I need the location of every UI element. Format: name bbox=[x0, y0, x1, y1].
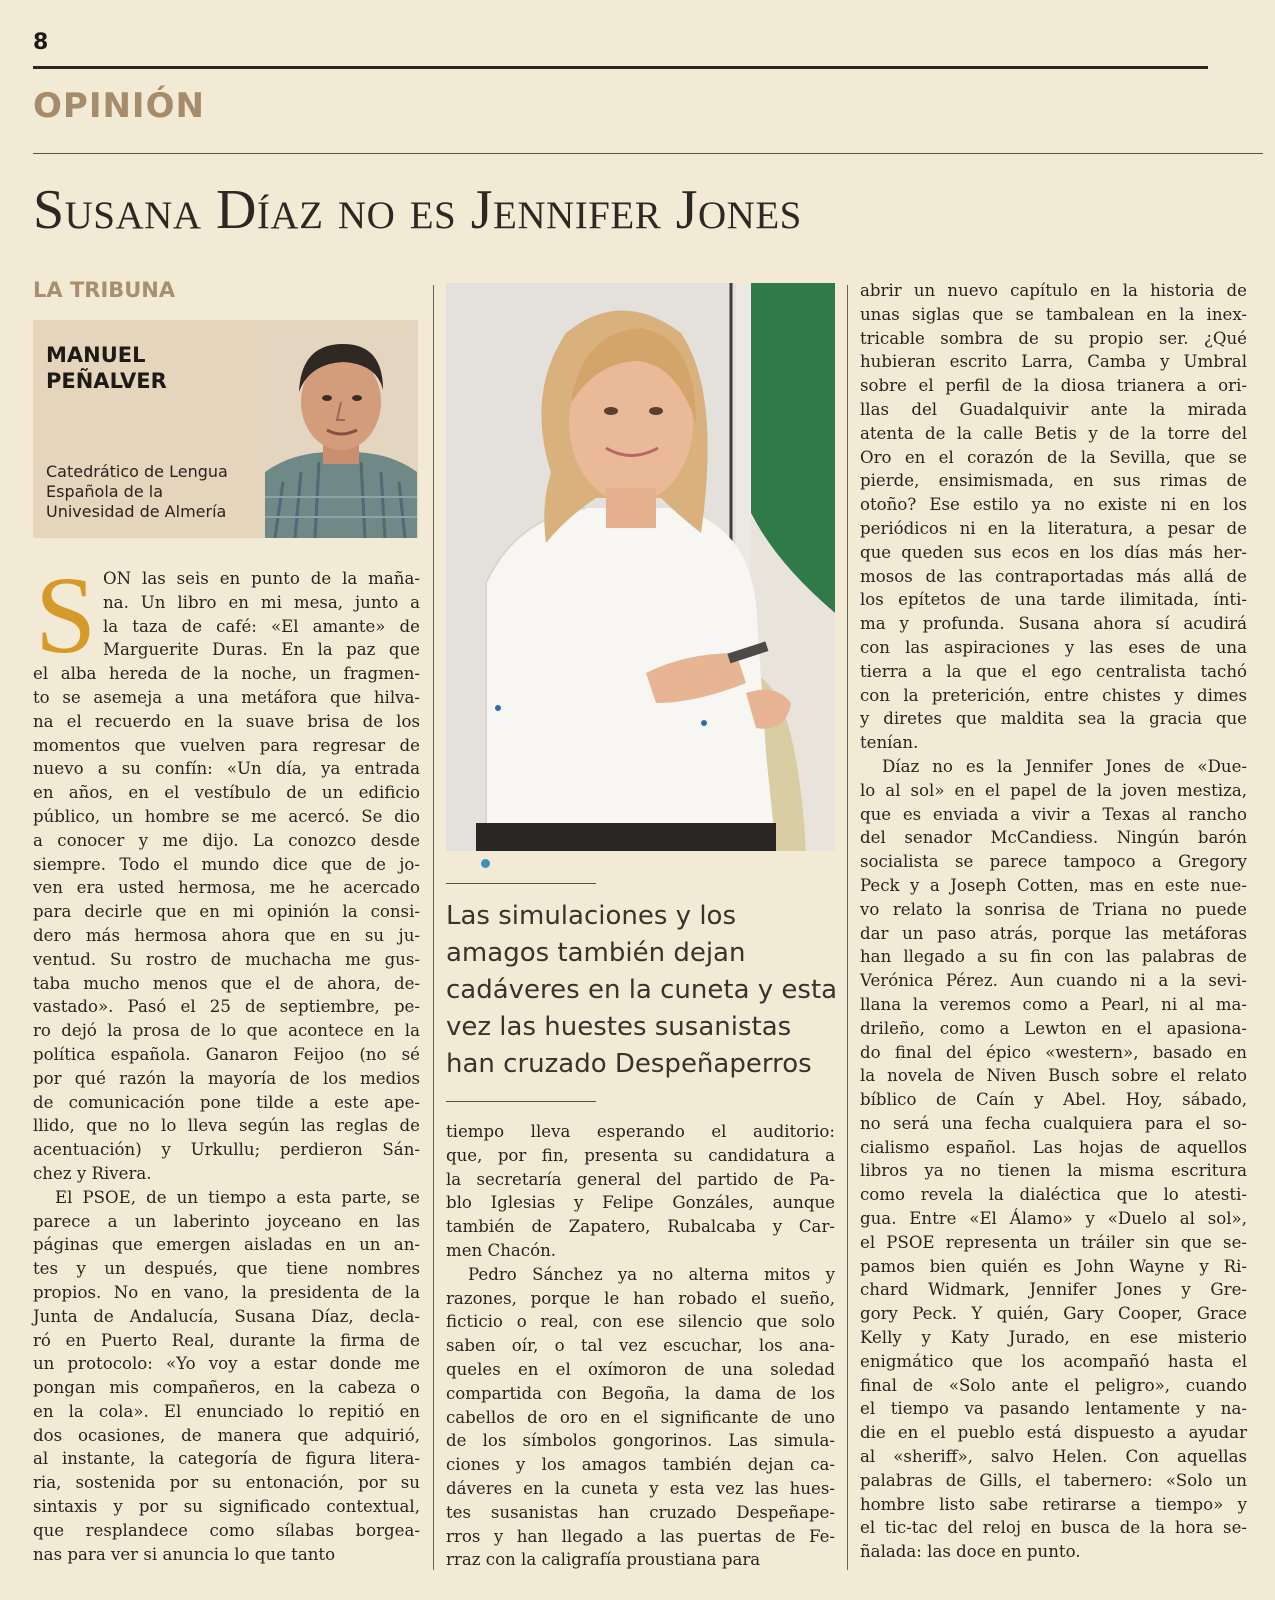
article-line: el tic-tac del reloj en busca de la hora se- bbox=[860, 1518, 1247, 1538]
article-line: Díaz no es la Jennifer Jones de «Due- bbox=[882, 756, 1247, 776]
article-line: dar un paso atrás, porque las metáforas bbox=[860, 923, 1247, 943]
article-line: abrir un nuevo capítulo en la historia de bbox=[860, 281, 1247, 300]
article-line: periódicos ni en la literatura, a pesar de bbox=[860, 518, 1247, 538]
article-line: bíblico de Caín y Abel. Hoy, sábado, bbox=[860, 1090, 1247, 1110]
article-line: drileño, como a Lewton en el apasiona- bbox=[860, 1018, 1247, 1038]
article-line: final de «Solo ante el peligro», cuando bbox=[860, 1375, 1247, 1395]
article-line: el PSOE representa un tráiler sin que se- bbox=[860, 1232, 1247, 1252]
article-line: gua. Entre «El Álamo» y «Duelo al sol», bbox=[860, 1209, 1247, 1229]
article-line: dero más hermosa ahora que en su ju- bbox=[33, 925, 420, 945]
article-line: acentuación) y Urkullu; perdieron Sán- bbox=[33, 1140, 420, 1160]
pullquote-rule bbox=[446, 1101, 596, 1102]
article-line: chez y Rivera. bbox=[33, 1163, 152, 1183]
article-line: compartida con Begoña, la dama de los bbox=[446, 1383, 835, 1403]
article-line: queles en el oxímoron de una soledad bbox=[446, 1359, 835, 1379]
article-line: con las aspiraciones y las eses de una bbox=[860, 637, 1247, 657]
article-line: llas del Guadalquivir ante la mirada bbox=[860, 399, 1247, 419]
article-line: sintaxis y por su significado contextual, bbox=[33, 1497, 420, 1517]
article-line: ven era usted hermosa, me he acercado bbox=[33, 878, 420, 898]
article-line: y diretes que maldita sea la gracia que bbox=[860, 709, 1247, 729]
article-line: como revela la dialéctica que lo atesti- bbox=[860, 1185, 1247, 1205]
article-line: El PSOE, de un tiempo a esta parte, se bbox=[55, 1187, 420, 1207]
author-portrait bbox=[265, 322, 417, 538]
article-line: Junta de Andalucía, Susana Díaz, decla- bbox=[33, 1306, 420, 1326]
article-line: ró en Puerto Real, durante la firma de bbox=[33, 1330, 420, 1350]
article-line: tiempo lleva esperando el auditorio: bbox=[446, 1122, 835, 1141]
author-name bbox=[46, 342, 167, 394]
article-line: de los símbolos gongorinos. Las simula- bbox=[446, 1431, 835, 1451]
article-line: pierde, ensimismada, en sus rimas de bbox=[860, 471, 1247, 491]
pullquote-line: cadáveres en la cuneta y esta bbox=[446, 975, 838, 1005]
article-line: parece a un laberinto joyceano en las bbox=[33, 1211, 420, 1231]
article-headline: Susana Díaz no es Jennifer Jones bbox=[33, 179, 802, 241]
column-rule bbox=[433, 285, 434, 1570]
author-name-line: PEÑALVER bbox=[46, 369, 167, 393]
drop-cap: S bbox=[35, 554, 97, 676]
article-line: público, un hombre se me acercó. Se dio bbox=[33, 806, 420, 826]
author-role-line: Univesidad de Almería bbox=[46, 502, 227, 521]
article-line: palabras de Gills, el tabernero: «Solo un bbox=[860, 1470, 1247, 1490]
article-line: unas siglas que se tambalean en la inex- bbox=[860, 304, 1247, 324]
article-line: cabellos de oro en el significante de uno bbox=[446, 1407, 835, 1427]
article-line: to se asemeja a una metáfora que hilva- bbox=[33, 687, 420, 707]
article-line: al «sheriff», salvo Helen. Con aquellas bbox=[860, 1447, 1247, 1467]
article-line: momentos que vuelven para regresar de bbox=[33, 735, 420, 755]
pullquote-line: han cruzado Despeñaperros bbox=[446, 1049, 812, 1079]
article-line: Oro en el corazón de la Sevilla, que se bbox=[860, 447, 1247, 467]
article-line: del senador McCandiess. Ningún barón bbox=[860, 828, 1247, 848]
article-column-2 bbox=[446, 1120, 835, 1572]
article-line: do final del épico «western», basado en bbox=[860, 1042, 1247, 1062]
article-line: llana la veremos como a Pearl, ni al ma- bbox=[860, 994, 1247, 1014]
article-line: al instante, la categoría de figura litera- bbox=[33, 1449, 420, 1469]
article-line: páginas que emergen aisladas en un an- bbox=[33, 1235, 420, 1255]
article-line: dos ocasiones, de manera que adquirió, bbox=[33, 1425, 420, 1445]
page-number: 8 bbox=[33, 30, 49, 55]
author-role-line: Española de la bbox=[46, 482, 164, 501]
article-line: cialismo español. Las hojas de aquellos bbox=[860, 1137, 1247, 1157]
top-rule bbox=[33, 66, 1208, 69]
article-line: ciones y los amagos también dejan ca- bbox=[446, 1455, 835, 1475]
section-rule bbox=[33, 153, 1263, 154]
article-line: tes susanistas han cruzado Despeñape- bbox=[446, 1502, 835, 1522]
article-line: Marguerite Duras. En la paz que bbox=[103, 640, 420, 660]
article-line: sobre el perfil de la diosa trianera a ori- bbox=[860, 376, 1247, 396]
article-line: ro dejó la prosa de lo que acontece en la bbox=[33, 1021, 420, 1041]
pullquote-line: Las simulaciones y los bbox=[446, 901, 736, 931]
article-line: la novela de Niven Busch sobre el relato bbox=[860, 1066, 1247, 1086]
article-line: socialista se parece tampoco a Gregory bbox=[860, 852, 1247, 872]
article-line: con la preterición, entre chistes y dimes bbox=[860, 685, 1247, 705]
article-line: Peck y a Joseph Cotten, mas en este nue- bbox=[860, 875, 1247, 895]
article-line: vo relato la sonrisa de Triana no puede bbox=[860, 899, 1247, 919]
article-line: la secretaría general del partido de Pa- bbox=[446, 1169, 835, 1189]
article-line: ficticio o real, con ese silencio que solo bbox=[446, 1312, 835, 1332]
article-line: saben oír, o tal vez escuchar, los ana- bbox=[446, 1336, 835, 1356]
article-line: también de Zapatero, Rubalcaba y Car- bbox=[446, 1217, 835, 1237]
article-line: taba mucho menos que el de ahora, de- bbox=[33, 973, 420, 993]
article-line: Kelly y Katy Jurado, en ese misterio bbox=[860, 1328, 1247, 1348]
article-line: ma y profunda. Susana ahora sí acudirá bbox=[860, 614, 1247, 634]
article-line: la taza de café: «El amante» de bbox=[103, 616, 420, 636]
article-line: tricable sombra de su propio ser. ¿Qué bbox=[860, 328, 1247, 348]
article-line: men Chacón. bbox=[446, 1240, 557, 1260]
article-line: dáveres en la cuneta y esta vez las hues- bbox=[446, 1478, 835, 1498]
article-column-1 bbox=[33, 567, 420, 1566]
article-line: de comunicación pone tilde a este ape- bbox=[33, 1092, 420, 1112]
article-line: propios. No en vano, la presidenta de la bbox=[33, 1282, 420, 1302]
article-line: rros y han llegado a las puertas de Fe- bbox=[446, 1526, 835, 1546]
article-line: que es enviada a vivir a Texas al rancho bbox=[860, 804, 1247, 824]
author-role-line: Catedrático de Lengua bbox=[46, 462, 228, 481]
pullquote-rule bbox=[446, 883, 596, 884]
article-line: ñalada: las doce en punto. bbox=[860, 1542, 1081, 1562]
column-rule bbox=[847, 285, 848, 1570]
article-line: hombre listo sabe retirarse a tiempo» y bbox=[860, 1494, 1247, 1514]
article-line: nuevo a su confín: «Un día, ya entrada bbox=[33, 759, 420, 779]
article-line: para decirle que en mi opinión la consi- bbox=[33, 902, 420, 922]
article-line: que resplandece como sílabas borgea- bbox=[33, 1520, 420, 1540]
article-line: tenían. bbox=[860, 733, 919, 753]
article-line: los epítetos de una tarde ilimitada, ínti- bbox=[860, 590, 1247, 610]
pullquote-dot bbox=[481, 859, 490, 868]
article-line: vastado». Pasó el 25 de septiembre, pe- bbox=[33, 997, 420, 1017]
author-role bbox=[46, 462, 261, 522]
column-name: LA TRIBUNA bbox=[33, 278, 176, 302]
article-line: die en el pueblo está dispuesto a ayudar bbox=[860, 1423, 1247, 1443]
article-line: chard Widmark, Jennifer Jones y Gre- bbox=[860, 1280, 1247, 1300]
article-line: Verónica Pérez. Aun cuando ni a la sevi- bbox=[860, 971, 1247, 991]
article-line: na el recuerdo en la suave brisa de los bbox=[33, 711, 420, 731]
article-line: atenta de la calle Betis y de la torre del bbox=[860, 423, 1247, 443]
article-line: libros ya no tienen la misma escritura bbox=[860, 1161, 1247, 1181]
article-line: na. Un libro en mi mesa, junto a bbox=[103, 592, 420, 612]
article-column-3 bbox=[860, 279, 1247, 1564]
section-title: OPINIÓN bbox=[33, 86, 205, 126]
article-line: blo Iglesias y Felipe Gonzáles, aunque bbox=[446, 1193, 835, 1213]
article-line: pongan mis compañeros, en la cabeza o bbox=[33, 1378, 420, 1398]
author-name-line: MANUEL bbox=[46, 343, 146, 367]
main-photo bbox=[446, 283, 835, 851]
pullquote-line: amagos también dejan bbox=[446, 938, 746, 968]
article-line: por qué razón la mayoría de los medios bbox=[33, 1068, 420, 1088]
article-line: política española. Ganaron Feijoo (no sé bbox=[33, 1044, 420, 1064]
article-line: ria, sostenida por su entonación, por su bbox=[33, 1473, 420, 1493]
article-line: tes y un después, que tiene nombres bbox=[33, 1259, 420, 1279]
article-line: otoño? Ese estilo ya no existe ni en los bbox=[860, 495, 1247, 515]
article-line: el tiempo va pasando lentamente y na- bbox=[860, 1399, 1247, 1419]
article-line: enigmático que los acompañó hasta el bbox=[860, 1351, 1247, 1371]
article-line: a conocer y me dijo. La conozco desde bbox=[33, 830, 420, 850]
pullquote bbox=[446, 898, 841, 1083]
article-line: pamos bien quién es John Wayne y Ri- bbox=[860, 1256, 1247, 1276]
article-line: gory Peck. Y quién, Gary Cooper, Grace bbox=[860, 1304, 1247, 1324]
article-line: que queden sus ecos en los días más her- bbox=[860, 542, 1247, 562]
article-line: lo al sol» en el papel de la joven mestiza, bbox=[860, 780, 1247, 800]
article-line: han llegado a su fin con las palabras de bbox=[860, 947, 1247, 967]
article-line: el alba hereda de la noche, un fragmen- bbox=[33, 664, 420, 684]
article-line: Pedro Sánchez ya no alterna mitos y bbox=[468, 1264, 835, 1284]
pullquote-line: vez las huestes susanistas bbox=[446, 1012, 792, 1042]
article-line: llido, que no lo lleva según las reglas de bbox=[33, 1116, 420, 1136]
article-line: tierra a la que el ego centralista tachó bbox=[860, 661, 1247, 681]
article-line: rraz con la caligrafía proustiana para bbox=[446, 1550, 761, 1570]
article-line: un protocolo: «Yo voy a estar donde me bbox=[33, 1354, 420, 1374]
article-line: no será una fecha cualquiera para el so- bbox=[860, 1113, 1247, 1133]
article-line: en años, en el vestíbulo de un edificio bbox=[33, 783, 420, 803]
article-line: razones, porque le han robado el sueño, bbox=[446, 1288, 835, 1308]
article-line: siempre. Todo el mundo dice que de jo- bbox=[33, 854, 420, 874]
article-line: en la cola». El enunciado lo repitió en bbox=[33, 1401, 420, 1421]
article-line: mosos de las contraportadas más allá de bbox=[860, 566, 1247, 586]
article-line: nas para ver si anuncia lo que tanto bbox=[33, 1544, 336, 1564]
article-line: hubieran escrito Larra, Camba y Umbral bbox=[860, 352, 1247, 372]
article-line: ventud. Su rostro de muchacha me gus- bbox=[33, 949, 420, 969]
article-line: ON las seis en punto de la maña- bbox=[103, 569, 420, 588]
article-line: que, por fin, presenta su candidatura a bbox=[446, 1145, 835, 1165]
